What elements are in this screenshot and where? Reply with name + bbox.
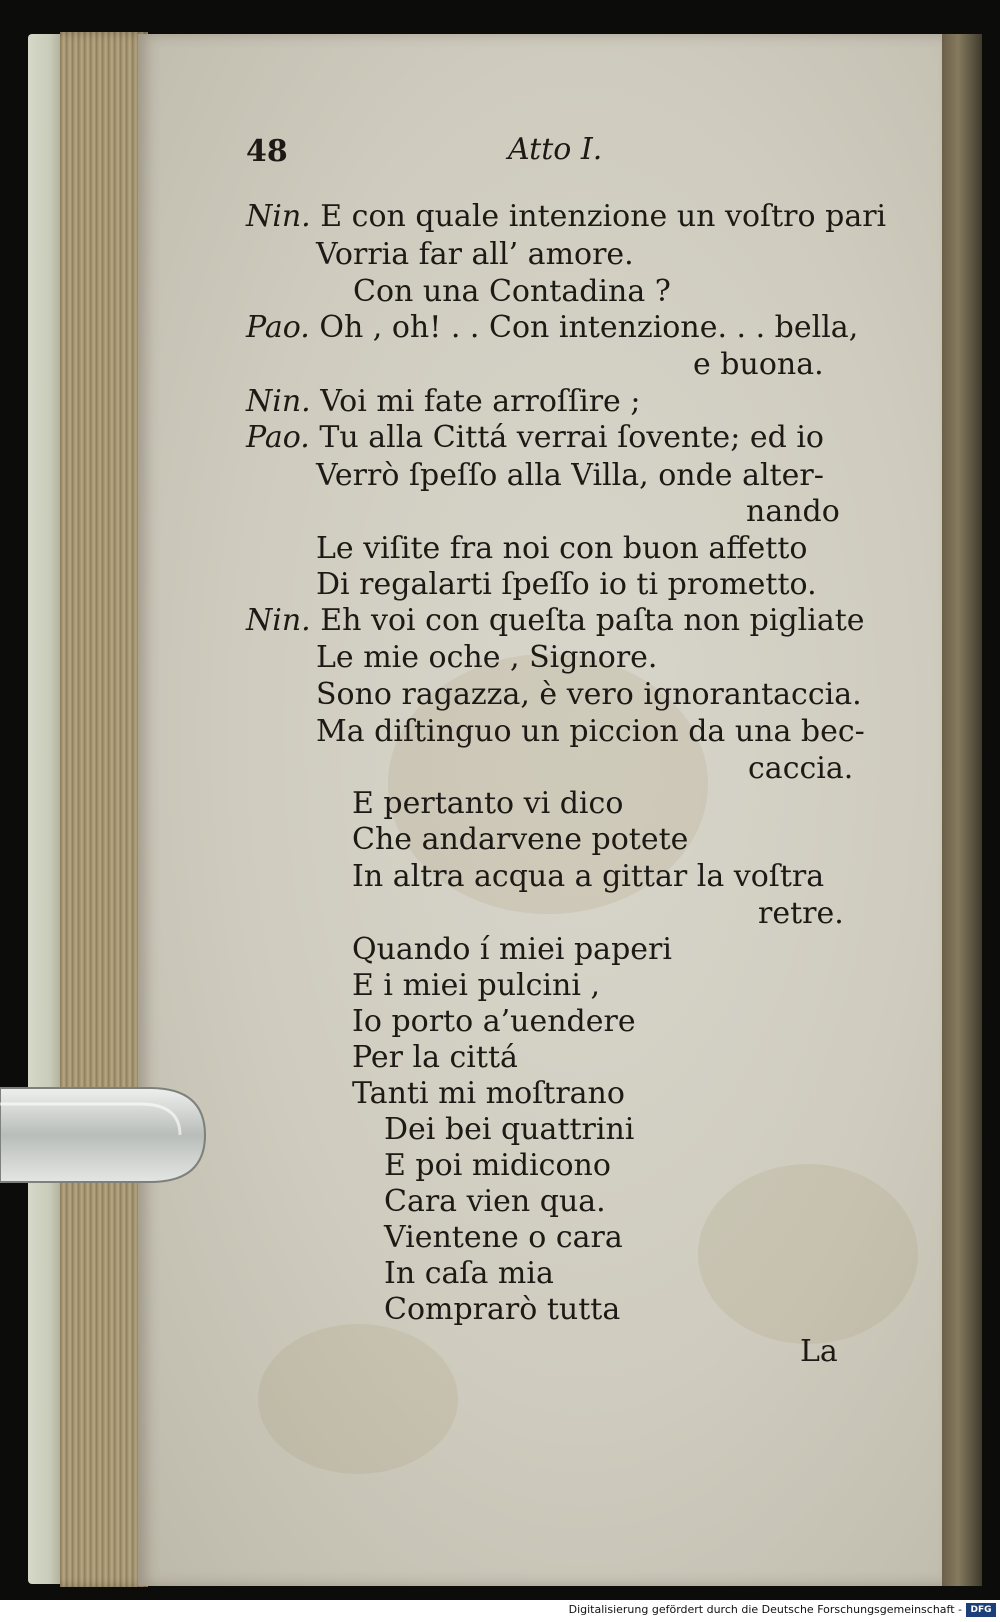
line-text: retre. (758, 896, 844, 931)
speaker-label: Pao. (246, 420, 310, 455)
text-line (246, 603, 865, 639)
running-title: Atto I. (508, 132, 603, 167)
text-line (316, 567, 817, 603)
line-text: Le mie oche , Signore. (316, 640, 658, 675)
line-text: Quando í miei paperi (352, 932, 672, 967)
text-line (316, 237, 634, 273)
line-text: Con una Contadina ? (353, 274, 671, 309)
line-text: Sono ragazza, è vero ignorantaccia. (316, 677, 862, 712)
text-line (384, 1292, 620, 1328)
text-line (746, 494, 840, 530)
line-text: caccia. (748, 751, 854, 786)
text-line (352, 786, 623, 822)
text-line (352, 932, 672, 968)
text-line (352, 1076, 625, 1112)
line-text: Comprarò tutta (384, 1292, 621, 1327)
text-line (758, 896, 844, 932)
line-text: E poi midicono (384, 1148, 611, 1183)
text-line (246, 420, 824, 456)
line-text: E con quale intenzione un voſtro pari (320, 199, 887, 234)
text-line (384, 1184, 606, 1220)
book-page (138, 34, 944, 1586)
line-text: Che andarvene potete (352, 822, 689, 857)
text-line (384, 1148, 611, 1184)
page-edges (60, 32, 148, 1587)
speaker-label: Nin. (246, 384, 311, 419)
line-text: Oh , oh! . . Con intenzione. . . bella, (319, 310, 859, 345)
text-line (693, 347, 824, 383)
line-text: E i miei pulcini , (352, 968, 600, 1003)
text-line (352, 859, 824, 895)
catchword: La (800, 1334, 838, 1369)
text-line (246, 310, 858, 346)
line-text: Le viſite fra noi con buon affetto (316, 531, 808, 566)
line-text: Tu alla Cittá verrai ſovente; ed io (319, 420, 824, 455)
footer-bar (0, 1600, 1000, 1622)
line-text: Verrò ſpeſſo alla Villa, onde alter- (316, 458, 824, 493)
text-line (246, 199, 886, 235)
speaker-label: Nin. (246, 603, 311, 638)
page-edge-right (942, 34, 982, 1586)
text-line (316, 677, 862, 713)
text-line (748, 751, 853, 787)
line-text: Vientene o cara (384, 1220, 623, 1255)
text-line (316, 714, 865, 750)
line-text: E pertanto vi dico (352, 786, 624, 821)
line-text: In altra acqua a gittar la voſtra (352, 859, 825, 894)
line-text: Voi mi fate arroſſire ; (320, 384, 641, 419)
line-text: Di regalarti ſpeſſo io ti prometto. (316, 567, 817, 602)
line-text: Dei bei quattrini (384, 1112, 635, 1147)
text-line (384, 1220, 623, 1256)
line-text: Eh voi con queſta paſta non pigliate (320, 603, 865, 638)
paper-stain (258, 1324, 458, 1474)
page-clip (0, 1074, 212, 1196)
line-text: In caſa mia (384, 1256, 554, 1291)
line-text: Io porto a’uendere (352, 1004, 636, 1039)
text-line (316, 531, 807, 567)
footer-credit: Digitalisierung gefördert durch die Deutsche Forschungsgemeinschaft - (568, 1603, 962, 1616)
text-line (352, 1004, 636, 1040)
line-text: e buona. (693, 347, 824, 382)
paper-stain (698, 1164, 918, 1344)
speaker-label: Nin. (246, 199, 311, 234)
text-line (316, 640, 657, 676)
text-line (352, 822, 688, 858)
line-text: Vorria far all’ amore. (316, 237, 634, 272)
page-number: 48 (246, 134, 288, 169)
line-text: Cara vien qua. (384, 1184, 606, 1219)
text-line (352, 1040, 518, 1076)
text-line (316, 458, 824, 494)
line-text: Ma diſtinguo un piccion da una bec- (316, 714, 865, 749)
speaker-label: Pao. (246, 310, 310, 345)
text-line (384, 1256, 554, 1292)
text-line (353, 274, 671, 310)
line-text: Tanti mi moſtrano (352, 1076, 625, 1111)
text-line (384, 1112, 634, 1148)
text-line (352, 968, 600, 1004)
line-text: Per la cittá (352, 1040, 518, 1075)
text-line (246, 384, 640, 420)
book-back-cover (28, 34, 64, 1584)
line-text: nando (746, 494, 840, 529)
dfg-logo: DFG (966, 1603, 996, 1617)
